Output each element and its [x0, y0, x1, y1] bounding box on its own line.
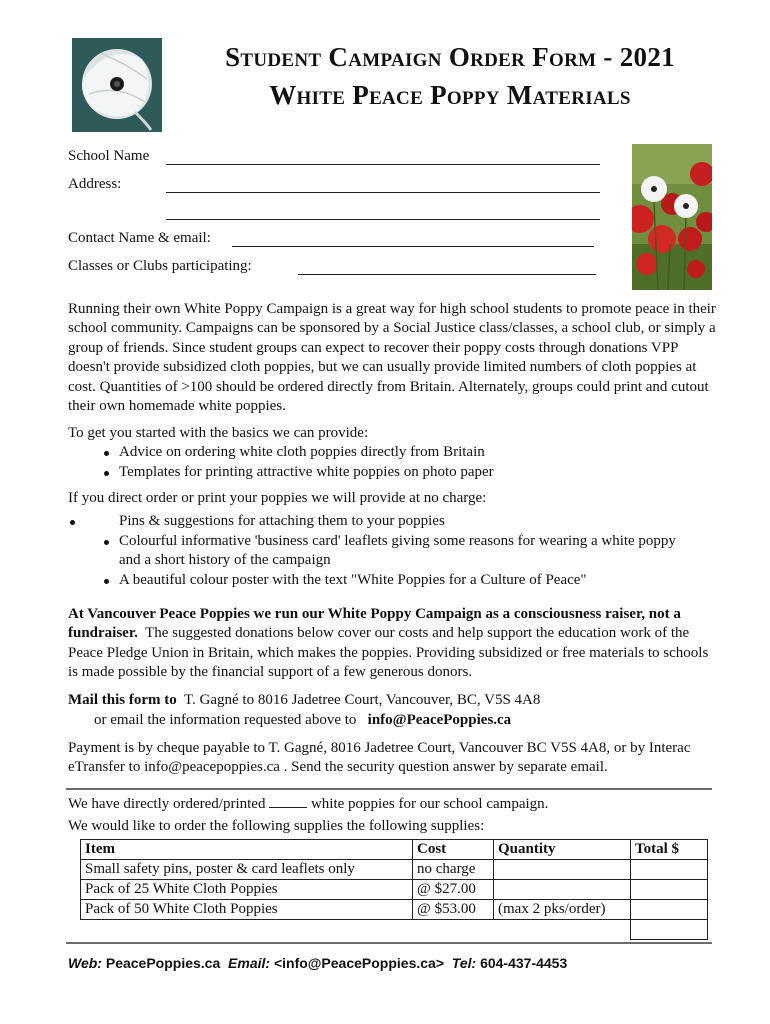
payment-paragraph: Payment is by cheque payable to T. Gagné, 8016 Jadetree Court, Vancouver BC V5S 4A8, or by Interac eTransfer to info@peacepoppies.ca . Send the security question answer by separate email.: [68, 740, 691, 776]
email-line: [94, 711, 744, 730]
address-field-line1[interactable]: [166, 178, 600, 193]
divider: [66, 788, 712, 790]
item-cell: Small safety pins, poster & card leaflets only: [81, 860, 413, 880]
campaign-text: The suggested donations below cover our costs and help support the education work of the Peace Pledge Union in Britain, which makes the poppies. Providing subsidized or free materials to schools is made possible by the financial support of a few generous donors.: [68, 625, 709, 681]
ordered-text: We have directly ordered/printed: [68, 796, 266, 812]
list-item: A beautiful colour poster with the text "White Poppies for a Culture of Peace": [119, 572, 587, 588]
table-row: [81, 920, 708, 940]
column-header-total: Total $: [631, 840, 708, 860]
classes-field[interactable]: [298, 260, 596, 275]
cost-cell: @ $53.00: [413, 900, 494, 920]
empty-cell: [81, 920, 413, 940]
item-cell: Pack of 50 White Cloth Poppies: [81, 900, 413, 920]
grand-total-cell[interactable]: [631, 920, 708, 940]
free-lead: If you direct order or print your poppies we will provide at no charge:: [68, 490, 487, 506]
quantity-cell[interactable]: [494, 880, 631, 900]
basics-lead: To get you started with the basics we can provide:: [68, 425, 369, 441]
ordered-text-after: white poppies for our school campaign.: [310, 796, 549, 812]
bullet-icon: [104, 451, 109, 456]
list-item: Pins & suggestions for attaching them to your poppies: [119, 513, 445, 529]
contact-label: Contact Name & email:: [68, 230, 211, 246]
order-table: [80, 839, 708, 940]
web-label: Web:: [68, 955, 102, 971]
white-poppy-logo-icon: [72, 38, 162, 132]
total-cell[interactable]: [631, 900, 708, 920]
mail-line: [68, 691, 718, 710]
total-cell[interactable]: [631, 880, 708, 900]
footer-email-link[interactable]: <info@PeacePoppies.ca>: [273, 955, 445, 971]
order-lead: We would like to order the following supplies the following supplies:: [68, 818, 485, 834]
tel-label: Tel:: [451, 955, 477, 971]
list-item: Templates for printing attractive white poppies on photo paper: [119, 464, 494, 480]
phone-number: 604-437-4453: [480, 955, 568, 971]
ordered-line: [68, 794, 718, 814]
bullet-icon: [104, 540, 109, 545]
cost-cell: @ $27.00: [413, 880, 494, 900]
email-instruction: or email the information requested above to: [94, 712, 357, 728]
page-subtitle: White Peace Poppy Materials: [269, 80, 631, 110]
bullet-icon: [104, 471, 109, 476]
column-header-quantity: Quantity: [494, 840, 631, 860]
total-cell[interactable]: [631, 860, 708, 880]
campaign-paragraph: [68, 605, 718, 683]
ordered-count-field[interactable]: [269, 794, 307, 808]
address-label: Address:: [68, 176, 122, 192]
column-header-cost: Cost: [413, 840, 494, 860]
item-cell: Pack of 25 White Cloth Poppies: [81, 880, 413, 900]
email-link[interactable]: info@PeacePoppies.ca: [367, 712, 512, 728]
empty-cell: [494, 920, 631, 940]
list-item: Colourful informative 'business card' leaflets giving some reasons for wearing a white poppy and a short history of the campaign: [119, 533, 676, 569]
school-name-label: School Name: [68, 148, 150, 164]
divider: [66, 942, 712, 944]
quantity-cell[interactable]: (max 2 pks/order): [494, 900, 631, 920]
page-title: Student Campaign Order Form - 2021: [225, 42, 675, 72]
table-row: [81, 900, 708, 920]
classes-label: Classes or Clubs participating:: [68, 258, 252, 274]
list-item: Advice on ordering white cloth poppies directly from Britain: [119, 444, 485, 460]
table-header-row: [81, 840, 708, 860]
contact-field[interactable]: [232, 232, 594, 247]
bullet-icon: [70, 520, 75, 525]
email-label: Email:: [228, 955, 271, 971]
table-row: [81, 880, 708, 900]
empty-cell: [413, 920, 494, 940]
mail-label: Mail this form to: [68, 692, 177, 708]
school-name-field[interactable]: [166, 150, 600, 165]
footer: [68, 955, 567, 971]
web-link[interactable]: PeacePoppies.ca: [105, 955, 221, 971]
quantity-cell[interactable]: [494, 860, 631, 880]
mail-address: T. Gagné to 8016 Jadetree Court, Vancouver, BC, V5S 4A8: [183, 692, 541, 708]
column-header-item: Item: [81, 840, 413, 860]
table-row: [81, 860, 708, 880]
poppies-photo-icon: [632, 144, 712, 290]
cost-cell: no charge: [413, 860, 494, 880]
intro-paragraph: Running their own White Poppy Campaign is a great way for high school students to promote peace in their school community. Campaigns can be sponsored by a Social Justice class/classes, a school club, or simply a group of friends. Since student groups can expect to recover their poppy costs through donations VPP doesn't provide subsidized cloth poppies, but we can usually provide limited numbers of cloth poppies at cost. Quantities of >100 should be ordered directly from Britain. Alternately, groups could print and cutout their own homemade white poppies.: [68, 301, 716, 415]
bullet-icon: [104, 579, 109, 584]
address-field-line2[interactable]: [166, 205, 600, 220]
campaign-bold-text: At Vancouver Peace Poppies we run our White Poppy Campaign as a consciousness raiser, not a fundraiser.: [68, 606, 681, 642]
